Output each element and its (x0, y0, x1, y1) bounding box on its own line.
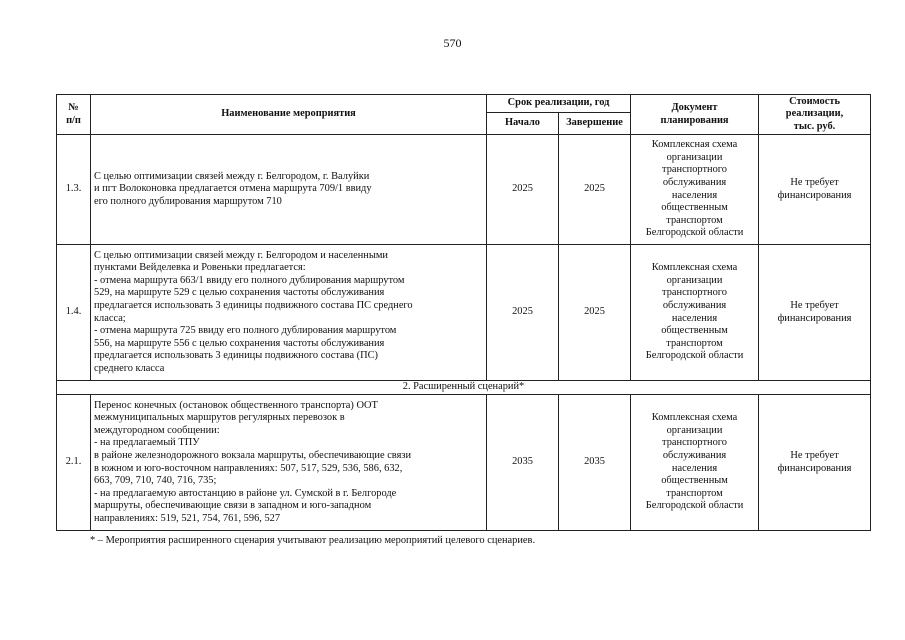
section-title: 2. Расширенный сценарий* (57, 381, 871, 395)
measures-table (56, 94, 871, 531)
header-name: Наименование мероприятия (91, 95, 487, 135)
row-document: Комплексная схема организации транспортного обслуживания населения общественным транспортом Белгородской области (631, 395, 759, 531)
header-number: № п/п (57, 95, 91, 135)
row-number: 2.1. (57, 395, 91, 531)
row-document: Комплексная схема организации транспортного обслуживания населения общественным транспортом Белгородской области (631, 135, 759, 245)
row-start-year: 2035 (487, 395, 559, 531)
table-row (57, 135, 871, 245)
row-end-year: 2035 (559, 395, 631, 531)
table-row (57, 245, 871, 381)
row-cost: Не требует финансирования (759, 245, 871, 381)
row-number: 1.3. (57, 135, 91, 245)
page-number: 570 (443, 36, 462, 50)
header-end: Завершение (559, 113, 631, 135)
row-start-year: 2025 (487, 245, 559, 381)
header-document: Документ планирования (631, 95, 759, 135)
row-end-year: 2025 (559, 135, 631, 245)
row-description: С целью оптимизации связей между г. Белгородом и населенными пунктами Вейделевка и Ровеньки предлагается: - отмена маршрута 663/1 ввиду его полного дублирования маршрутом 529, на маршруте 529 с целью сохранения частоты обслуживания предлагается использовать 3 единицы подвижного состава ПС среднего класса; - отмена маршрута 725 ввиду его полного дублирования маршрутом 556, на маршруте 556 с целью сохранения частоты обслуживания предлагается использовать 3 единицы подвижного состава (ПС) среднего класса (91, 245, 487, 381)
table-row (57, 395, 871, 531)
row-description: Перенос конечных (остановок общественного транспорта) ООТ межмуниципальных маршрутов регулярных перевозок в междугородном сообщении: - на предлагаемый ТПУ в районе железнодорожного вокзала маршруты, обеспечивающие связи в южном и юго-восточном направлениях: 507, 517, 529, 536, 586, 632, 663, 709, 710, 740, 716, 735; - на предлагаемую автостанцию в районе ул. Сумской в г. Белгороде маршруты, обеспечивающие связи в западном и юго-западном направлениях: 519, 521, 754, 761, 596, 527 (91, 395, 487, 531)
row-number: 1.4. (57, 245, 91, 381)
row-description: С целью оптимизации связей между г. Белгородом, г. Валуйки и пгт Волоконовка предлагается отмена маршрута 709/1 ввиду его полного дублирования маршрутом 710 (91, 135, 487, 245)
row-end-year: 2025 (559, 245, 631, 381)
row-start-year: 2025 (487, 135, 559, 245)
footnote: * – Мероприятия расширенного сценария учитывают реализацию мероприятий целевого сценариев. (90, 535, 536, 546)
header-period: Срок реализации, год (487, 95, 631, 113)
row-cost: Не требует финансирования (759, 395, 871, 531)
section-header-row (57, 381, 871, 395)
row-cost: Не требует финансирования (759, 135, 871, 245)
header-start: Начало (487, 113, 559, 135)
header-cost: Стоимость реализации, тыс. руб. (759, 95, 871, 135)
row-document: Комплексная схема организации транспортного обслуживания населения общественным транспортом Белгородской области (631, 245, 759, 381)
